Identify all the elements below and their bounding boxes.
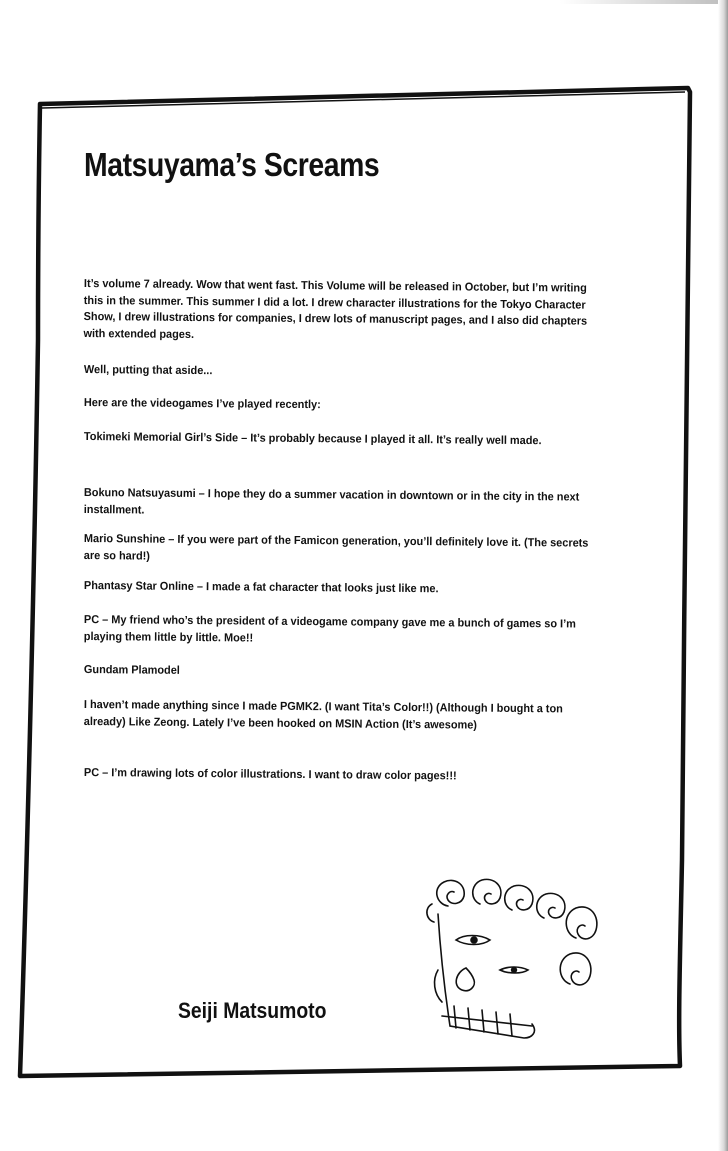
paragraph-pgmk2: I haven’t made anything since I made PGMK2. (I want Tita’s Color!!) (Although I bought a ton already) Like Zeong. Lately I’ve been hooked on MSIN Action (It’s awesome) bbox=[83, 698, 563, 732]
paragraph-pc-games: PC – My friend who’s the president of a videogame company gave me a bunch of games so I’m playing them little by little. Moe!! bbox=[83, 613, 576, 645]
paragraph-intro: It’s volume 7 already. Wow that went fast. This Volume will be released in October, but I’m writing this in the summer. This summer I did a lot. I drew character illustrations for the Tokyo Character Show, I drew illustrations for companies, I drew lots of manuscript pages, and I also did chapters with extended pages. bbox=[83, 277, 588, 341]
self-portrait-doodle-icon bbox=[420, 866, 600, 1046]
paragraph-phantasy: Phantasy Star Online – I made a fat character that looks just like me. bbox=[83, 579, 439, 596]
paragraph-bokuno: Bokuno Natsuyasumi – I hope they do a summer vacation in downtown or in the city in the next installment. bbox=[83, 486, 580, 517]
paragraph-mario: Mario Sunshine – If you were part of the Famicon generation, you’ll definitely love it. (The secrets are so hard!) bbox=[83, 532, 589, 563]
page-title: Matsuyama’s Screams bbox=[84, 146, 380, 183]
author-signature: Seiji Matsumoto bbox=[178, 998, 327, 1023]
paragraph-pc-illustrations: PC – I’m drawing lots of color illustrations. I want to draw color pages!!! bbox=[83, 766, 457, 783]
paragraph-gundam: Gundam Plamodel bbox=[83, 663, 180, 677]
paragraph-tokimeki: Tokimeki Memorial Girl’s Side – It’s probably because I played it all. It’s really well made. bbox=[83, 430, 542, 448]
paragraph-aside: Well, putting that aside... bbox=[83, 363, 213, 378]
paragraph-games-heading: Here are the videogames I’ve played recently: bbox=[83, 396, 321, 412]
